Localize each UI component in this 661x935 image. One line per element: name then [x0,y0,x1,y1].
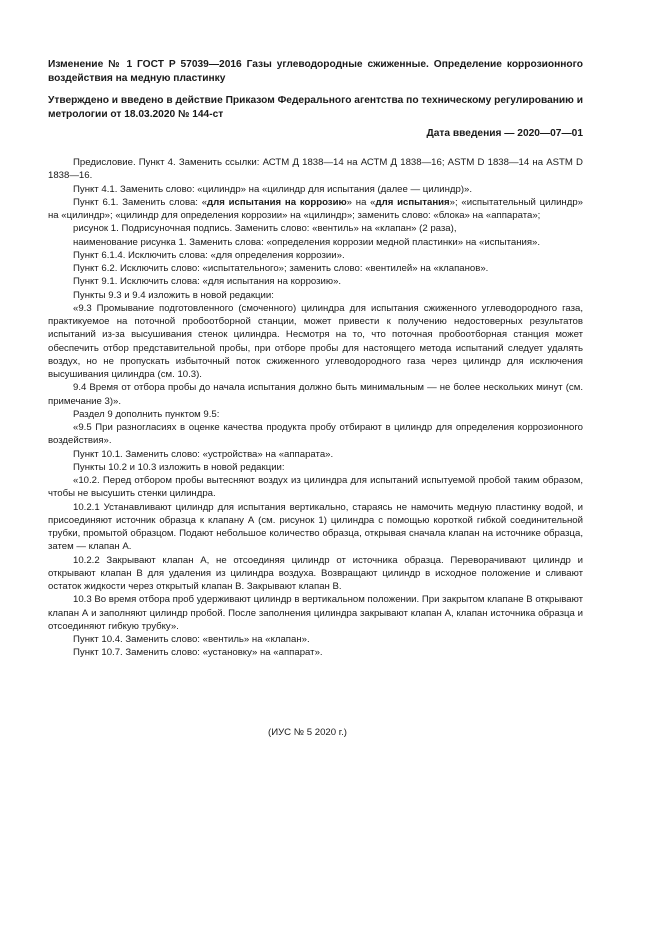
paragraph-10-3: 10.3 Во время отбора проб удерживают цилиндр в вертикальном положении. При закрытом клапане В открывают клапан А и заполняют цилиндр пробой. После заполнения цилиндра закрывают клапан А, клапан источника образца и отсоединяют гибкую трубку». [48,594,583,632]
paragraph-10-2-1: 10.2.1 Устанавливают цилиндр для испытания вертикально, стараясь не намочить медную пластинку водой, и присоединяют источник образца к клапану А (см. рисунок 1) цилиндра с помощью короткой гибкой соединительной трубки, промытой образцом. Подают небольшое количество образца, открывая сначала клапан на источнике образца, затем — клапан А. [48,501,583,553]
document-page [48,58,583,660]
paragraph-10-1: Пункт 10.1. Заменить слово: «устройства» на «аппарата». [73,448,334,460]
paragraph-10-7: Пункт 10.7. Заменить слово: «установку» на «аппарат». [73,647,323,659]
paragraph-9-3-9-4-intro: Пункты 9.3 и 9.4 изложить в новой редакции: [73,289,274,301]
paragraph-figure-title: наименование рисунка 1. Заменить слова: «определения коррозии медной пластинки» на «испытания». [73,236,541,248]
approval-statement: Утверждено и введено в действие Приказом Федерального агентства по техническому регулированию и метрологии от 18.03.2020 № 144-ст [48,95,583,120]
paragraph-9-4: 9.4 Время от отбора пробы до начала испытания должно быть минимальным — не более нескольких минут (см. примечание 3)». [48,382,583,407]
bold-phrase: для испытания на коррозию [207,196,347,208]
ius-reference: (ИУС № 5 2020 г.) [268,727,347,738]
document-title: Изменение № 1 ГОСТ Р 57039—2016 Газы углеводородные сжиженные. Определение коррозионного воздействия на медную пластинку [48,59,583,84]
paragraph-9-3: «9.3 Промывание подготовленного (смоченного) цилиндра для испытания сжиженного углеводородного газа, практикуемое на поточной пробоотборной станции, может привести к получению недостоверных результатов испытаний из-за высушивания стенок цилиндра. Несмотря на то, что поточная пробоотборная станция может обеспечить отбор представительной пробы, при отборе пробы для настоящего метода испытаний следует удалять воздух, но не пропускать избыточный поток сжиженного углеводородного газа через цилиндр для исключения высушивания цилиндра (см. 10.3). [48,302,583,380]
text-span: »; «испытательный цилиндр» на «цилиндр»; «цилиндр для определения коррозии» на «цилиндр»; заменить слово: «блока» на «аппарата»; [48,196,584,221]
paragraph-figure-caption: рисунок 1. Подрисуночная подпись. Заменить слово: «вентиль» на «клапан» (2 раза), [73,223,457,235]
paragraph-6-1-4: Пункт 6.1.4. Исключить слова: «для определения коррозии». [73,249,345,261]
paragraph-10-2-2: 10.2.2 Закрывают клапан А, не отсоединяя цилиндр от источника образца. Переворачивают цилиндр и открывают клапан В для удаления из цилиндра воздуха. Возвращают цилиндр в исходное положение и сливают остаток жидкости через открытый клапан В. Закрывают клапан В. [48,554,583,592]
paragraph-9-5: «9.5 При разногласиях в оценке качества продукта пробу отбирают в цилиндр для определения коррозионного воздействия». [48,422,583,447]
paragraph-9-5-intro: Раздел 9 дополнить пунктом 9.5: [73,408,220,420]
amendment-body [48,156,583,660]
paragraph-10-4: Пункт 10.4. Заменить слово: «вентиль» на «клапан». [73,634,310,645]
paragraph-6-2: Пункт 6.2. Исключить слово: «испытательного»; заменить слово: «вентилей» на «клапанов». [73,263,489,274]
text-span: » на « [346,196,376,208]
bold-phrase: для испытания [375,196,450,208]
paragraph-10-2-10-3-intro: Пункты 10.2 и 10.3 изложить в новой редакции: [73,461,285,473]
paragraph-6-1 [48,196,583,223]
paragraph-10-2: «10.2. Перед отбором пробы вытесняют воздух из цилиндра для испытаний испытуемой пробой таким образом, чтобы не высушить стенки цилиндра. [48,475,583,500]
text-span: Пункт 6.1. Заменить слова: « [73,196,208,208]
paragraph-4-1: Пункт 4.1. Заменить слово: «цилиндр» на «цилиндр для испытания (далее — цилиндр)». [73,183,473,195]
effective-date: Дата введения — 2020—07—01 [426,128,583,139]
paragraph-9-1: Пункт 9.1. Исключить слова: «для испытания на коррозию». [73,276,342,288]
paragraph-preface: Предисловие. Пункт 4. Заменить ссылки: АСТМ Д 1838—14 на АСТМ Д 1838—16; ASTM D 1838—14 на ASTM D 1838—16. [48,157,583,182]
